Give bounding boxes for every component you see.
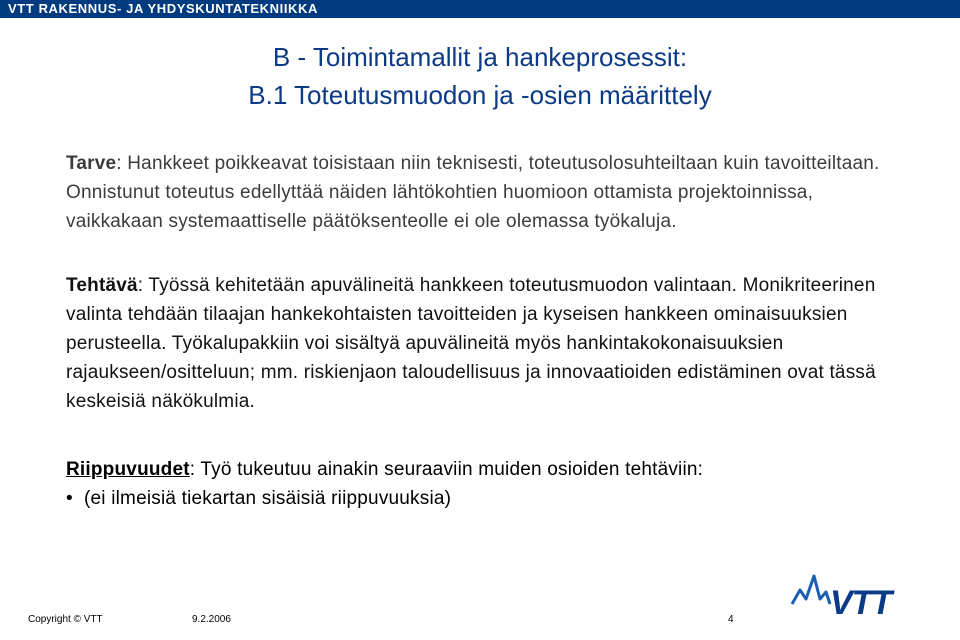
slide-title-line2: B.1 Toteutusmuodon ja -osien määrittely	[248, 80, 712, 110]
tehtava-text: : Työssä kehitetään apuvälineitä hankkeen toteutusmuodon valintaan. Monikriteerinen valinta tehdään tilaajan hankekohtaisten tavoitteiden ja kyseisen hankkeen ominaisuuksien perusteella. Työkalupakkiin voi sisältyä apuvälineitä myös hankintakokonaisuuksien rajaukseen/ositteluun; mm. riskienjaon taloudellisuus ja innovaatioiden edistäminen ovat tässä keskeisiä näkökulmia.	[66, 275, 876, 412]
tehtava-label: Tehtävä	[66, 275, 138, 296]
tarve-text: : Hankkeet poikkeavat toisistaan niin teknisesti, toteutusolosuhteiltaan kuin tavoitteiltaan. Onnistunut toteutus edellyttää näiden lähtökohtien huomioon ottamista projektoinnissa, vaikkakaan systemaattiselle päätöksenteolle ei ole olemassa työkaluja.	[66, 153, 880, 232]
footer-page-number: 4	[728, 614, 734, 625]
bullet-item	[66, 484, 906, 513]
riippuvuudet-text: : Työ tukeutuu ainakin seuraaviin muiden osioiden tehtäviin:	[189, 459, 704, 480]
tarve-paragraph	[66, 149, 906, 236]
slide-title-line1: B - Toimintamallit ja hankeprosessit:	[272, 42, 688, 72]
header-bar	[0, 0, 960, 18]
riippuvuudet-line	[66, 455, 906, 484]
bullet-symbol: •	[66, 488, 73, 509]
logo-wave-mark	[792, 576, 830, 604]
organization-name: VTT RAKENNUS- JA YHDYSKUNTATEKNIIKKA	[8, 1, 319, 16]
footer-copyright: Copyright © VTT	[28, 614, 103, 625]
bullet-text: (ei ilmeisiä tiekartan sisäisiä riippuvuuksia)	[84, 488, 452, 509]
tarve-label: Tarve	[66, 153, 117, 174]
riippuvuudet-paragraph	[66, 455, 906, 513]
logo-text: VTT	[830, 584, 892, 618]
tehtava-paragraph	[66, 271, 906, 416]
riippuvuudet-label: Riippuvuudet	[66, 459, 190, 480]
vtt-logo	[790, 568, 918, 618]
footer-date: 9.2.2006	[192, 614, 231, 625]
